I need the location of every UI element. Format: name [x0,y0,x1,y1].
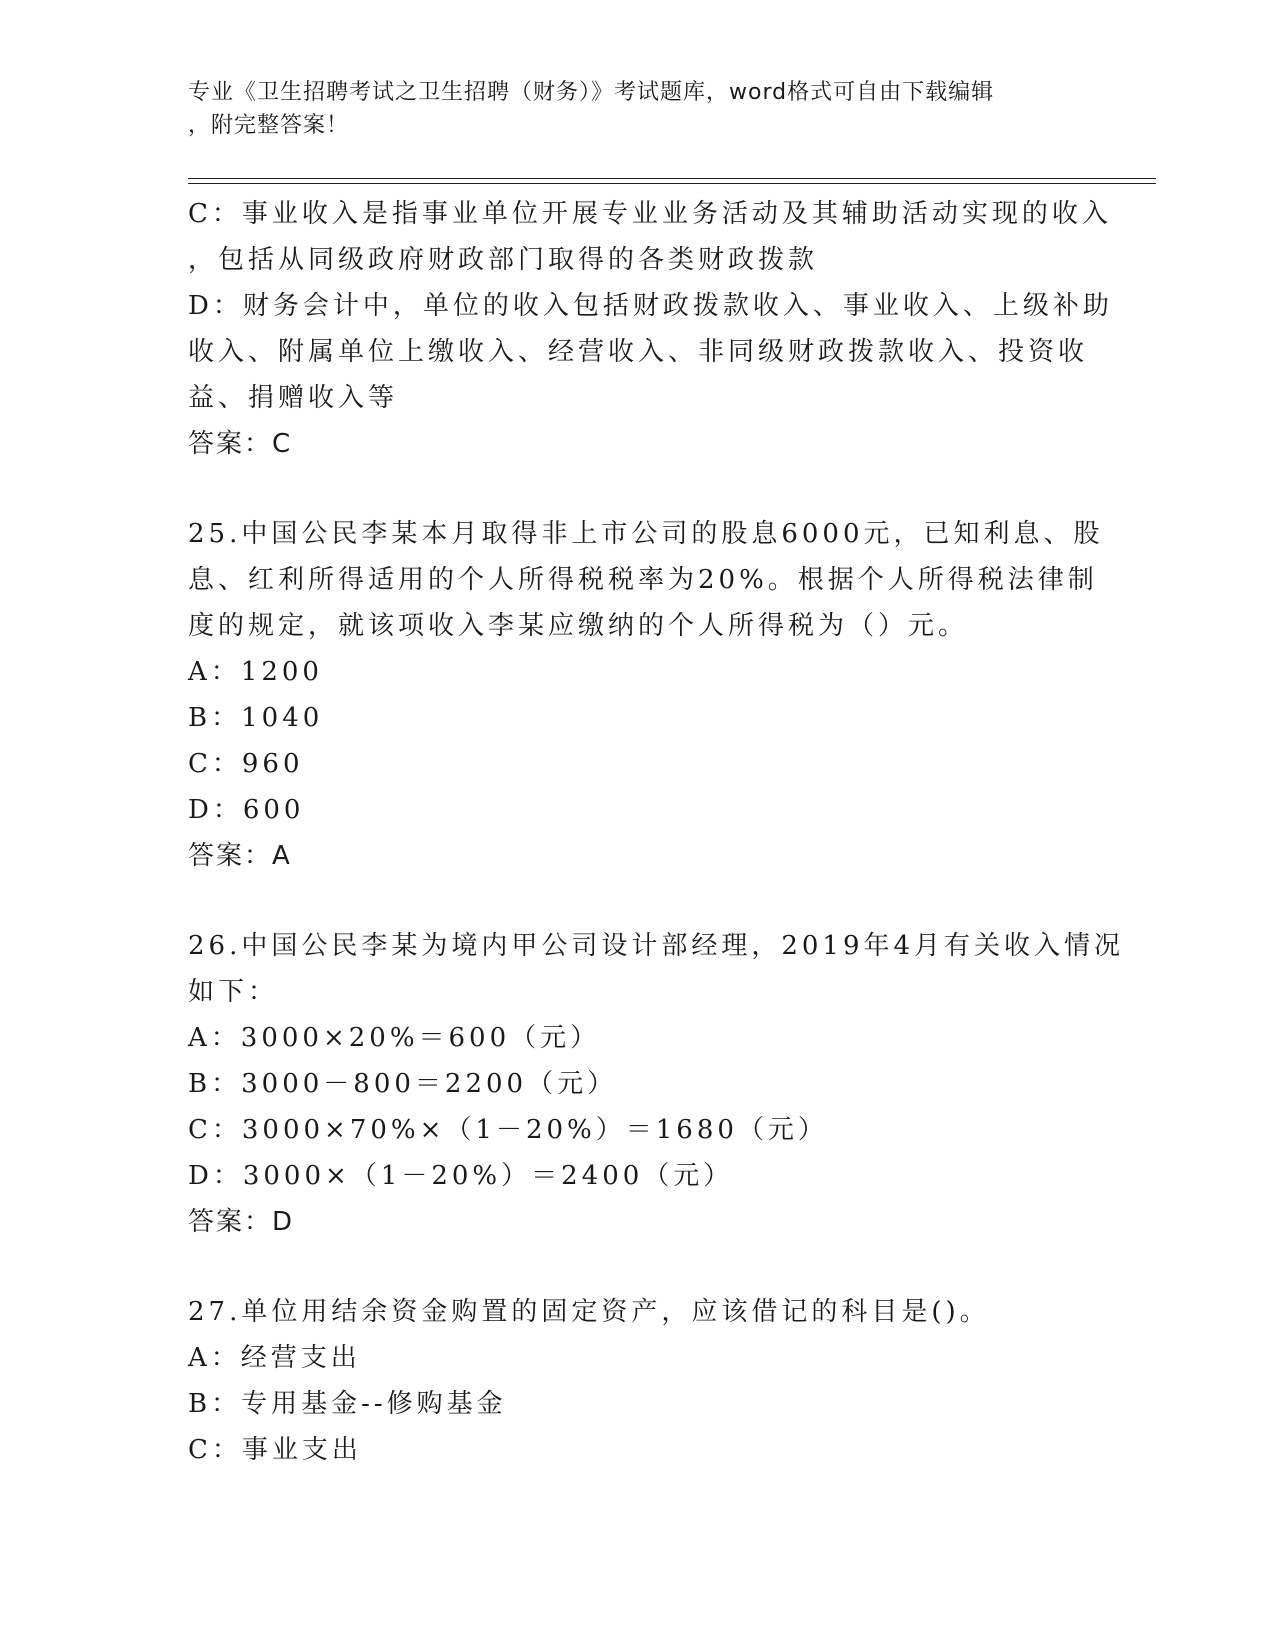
question-stem-line: 度的规定，就该项收入李某应缴纳的个人所得税为（）元。 [188,611,969,641]
option-a: A：1200 [188,657,323,687]
question-stem-line: 26.中国公民李某为境内甲公司设计部经理，2019年4月有关收入情况 [188,931,1125,961]
question-stem-line: 如下： [188,977,279,1007]
option-d: D：3000×（1－20%）＝2400（元） [188,1161,734,1191]
question-stem-line: 息、红利所得适用的个人所得税税率为20%。根据个人所得税法律制 [188,565,1098,595]
header-line-2: ，附完整答案！ [188,113,350,138]
option-c: C：事业支出 [188,1435,362,1465]
option-c: C：960 [188,749,304,779]
answer-label: 答案：D [188,1207,295,1237]
document-header [188,76,1068,142]
option-d-line: 益、捐赠收入等 [188,383,399,413]
option-d-line: 收入、附属单位上缴收入、经营收入、非同级财政拨款收入、投资收 [188,337,1089,367]
question-stem-line: 25.中国公民李某本月取得非上市公司的股息6000元，已知利息、股 [188,519,1104,549]
spacer [188,467,1088,511]
question-27 [188,1289,1088,1473]
question-26 [188,923,1125,1245]
answer-label: 答案：C [188,429,293,459]
option-d: D：600 [188,795,305,825]
header-divider-top [188,178,1156,179]
question-24-tail [188,191,1113,467]
answer-label: 答案：A [188,841,292,871]
option-c-line: ，包括从同级政府财政部门取得的各类财政拨款 [188,245,819,275]
option-a: A：经营支出 [188,1343,361,1373]
spacer [188,1245,1088,1289]
question-stem-line: 27.单位用结余资金购置的固定资产，应该借记的科目是()。 [188,1297,990,1327]
option-d-line: D：财务会计中，单位的收入包括财政拨款收入、事业收入、上级补助 [188,291,1113,321]
option-a: A：3000×20%＝600（元） [188,1023,601,1053]
spacer [188,879,1088,923]
option-c: C：3000×70%×（1－20%）＝1680（元） [188,1115,828,1145]
option-b: B：专用基金--修购基金 [188,1389,507,1419]
option-b: B：3000－800＝2200（元） [188,1069,618,1099]
question-25 [188,511,1104,879]
document-body [188,191,1125,1473]
option-b: B：1040 [188,703,324,733]
option-c-line: C：事业收入是指事业单位开展专业业务活动及其辅助活动实现的收入 [188,199,1112,229]
header-divider-bottom [188,183,1156,184]
header-line-1: 专业《卫生招聘考试之卫生招聘（财务）》考试题库，word格式可自由下载编辑 [188,80,995,105]
